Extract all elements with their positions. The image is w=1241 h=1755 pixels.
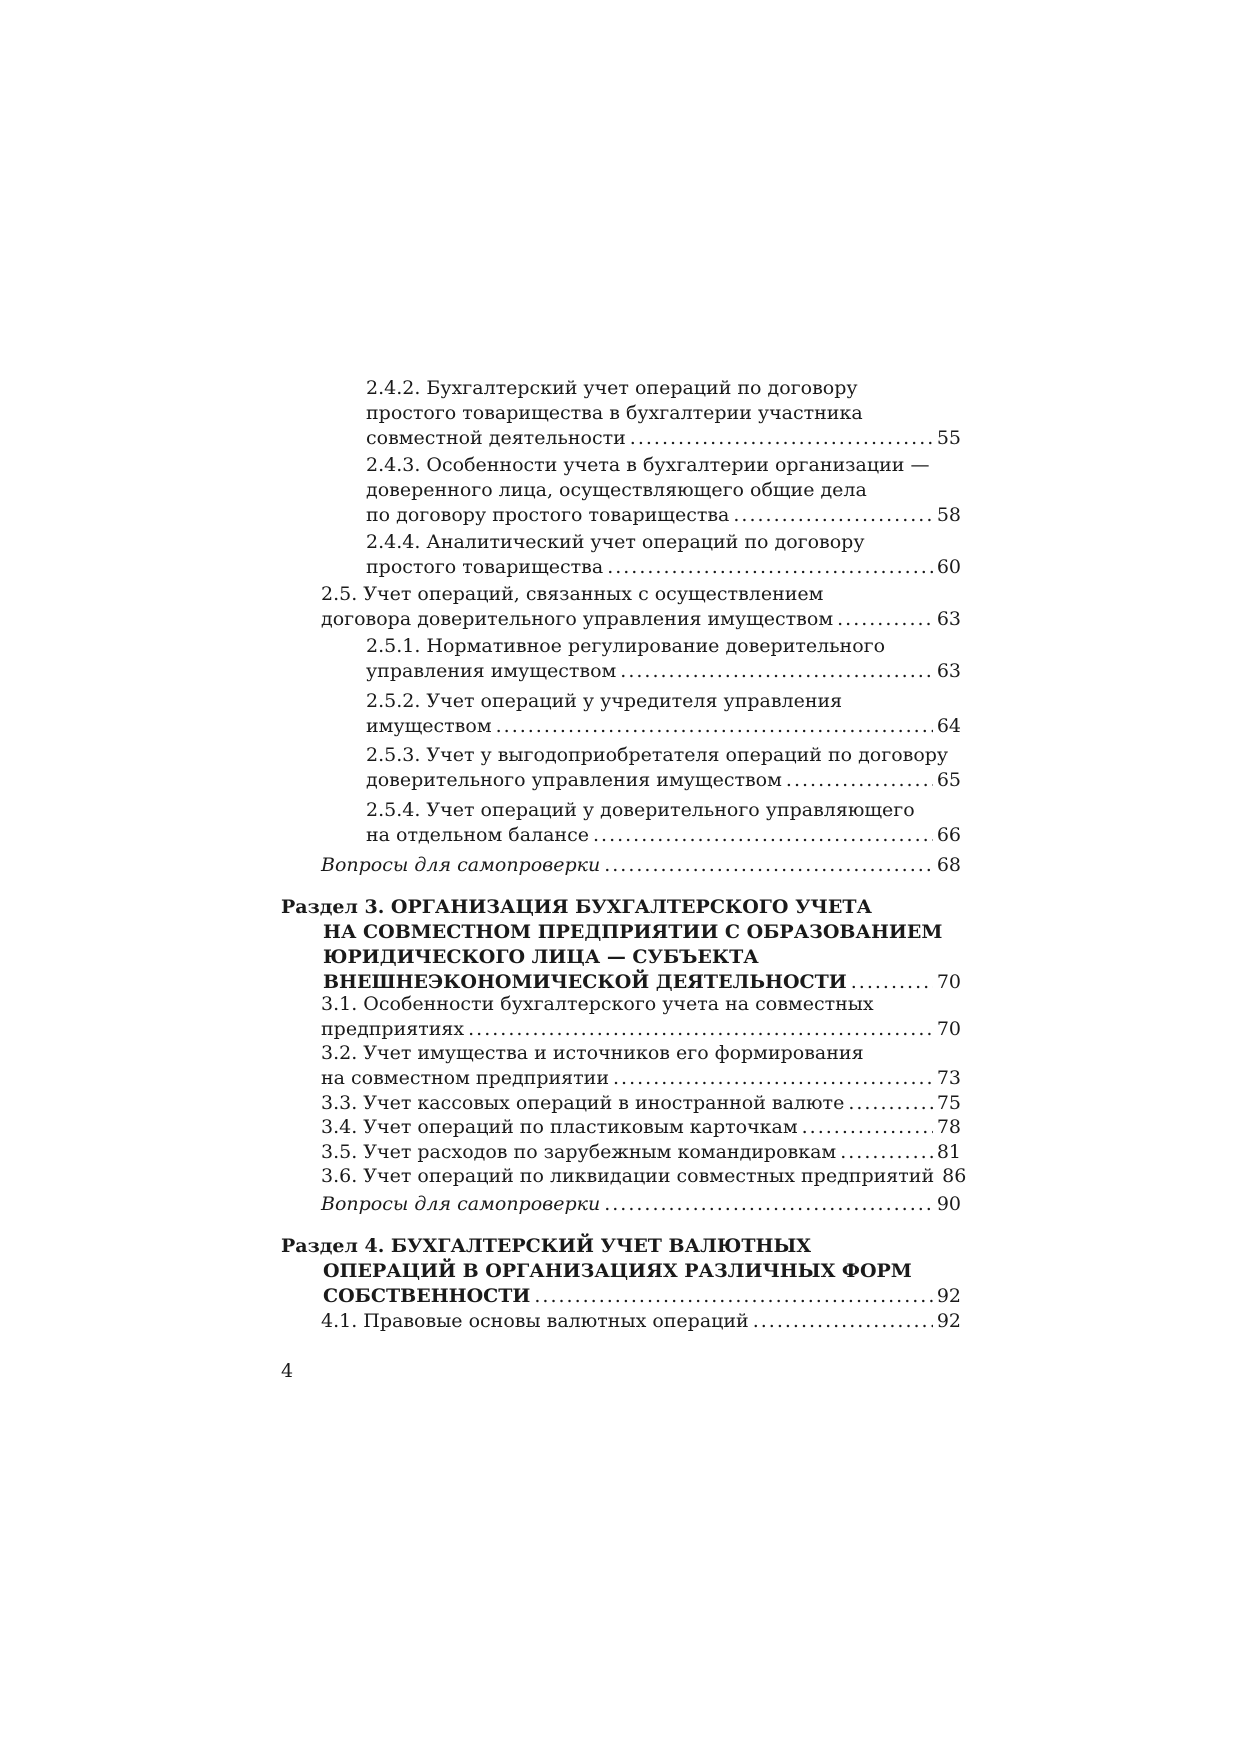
leader-dots: [593, 823, 933, 848]
toc-section-3: Раздел 3. ОРГАНИЗАЦИЯ БУХГАЛТЕРСКОГО УЧЕТА НА СОВМЕСТНОМ ПРЕДПРИЯТИИ С ОБРАЗОВАНИЕМ ЮРИДИЧЕСКОГО ЛИЦА — СУБЪЕКТА ВНЕШНЕЭКОНОМИЧЕСКОЙ ДЕЯТЕЛЬНОСТИ ..... 70: [281, 895, 961, 995]
toc-entry-4-1: 4.1. Правовые основы валютных операций ..... 92: [321, 1309, 961, 1334]
toc-entry-2-5-3: 2.5.3. Учет у выгодоприобретателя операций по договору доверительного управления имуществом ..... 65: [366, 743, 961, 793]
leader-dots: [534, 1284, 932, 1309]
page-ref: 92: [936, 1310, 961, 1332]
leader-dots: [733, 503, 932, 528]
leader-dots: [848, 1091, 933, 1116]
page-ref: 58: [936, 504, 961, 526]
page-ref: 70: [936, 971, 961, 993]
leader-dots: [604, 853, 933, 878]
toc-entry-2-5: 2.5. Учет операций, связанных с осуществлением договора доверительного управления имуществом ..... 63: [321, 582, 961, 632]
page-ref: 90: [936, 1193, 961, 1215]
page-ref: 55: [936, 427, 961, 449]
toc-entry-3-3: 3.3. Учет кассовых операций в иностранной валюте ..... 75: [321, 1091, 961, 1116]
leader-dots: [604, 1192, 933, 1217]
page-ref: 86: [942, 1165, 967, 1187]
toc-entry-2-4-2: 2.4.2. Бухгалтерский учет операций по договору простого товарищества в бухгалтерии участника совместной деятельности ..... 55: [366, 376, 961, 451]
toc-entry-2-5-4: 2.5.4. Учет операций у доверительного управляющего на отдельном балансе ..... 66: [366, 798, 961, 848]
toc-entry-3-2: 3.2. Учет имущества и источников его формирования на совместном предприятии ..... 73: [321, 1041, 961, 1091]
leader-dots: [753, 1309, 933, 1334]
leader-dots: [620, 659, 933, 684]
page-ref: 75: [936, 1092, 961, 1114]
page-number: 4: [281, 1360, 294, 1382]
toc-entry-3-1: 3.1. Особенности бухгалтерского учета на совместных предприятиях ..... 70: [321, 992, 961, 1042]
page-ref: 78: [936, 1116, 961, 1138]
leader-dots: [607, 555, 933, 580]
leader-dots: [786, 768, 933, 793]
page-ref: 70: [936, 1018, 961, 1040]
toc-entry-questions-3: Вопросы для самопроверки ..... 90: [321, 1192, 961, 1217]
leader-dots: [496, 714, 933, 739]
leader-dots: [840, 1140, 933, 1165]
toc-entry-questions-2: Вопросы для самопроверки ..... 68: [321, 853, 961, 878]
page-ref: 73: [936, 1067, 961, 1089]
leader-dots: [837, 607, 933, 632]
page-ref: 68: [936, 854, 961, 876]
leader-dots: [613, 1066, 933, 1091]
toc-section-4: Раздел 4. БУХГАЛТЕРСКИЙ УЧЕТ ВАЛЮТНЫХ ОПЕРАЦИЙ В ОРГАНИЗАЦИЯХ РАЗЛИЧНЫХ ФОРМ СОБСТВЕННОСТИ ..... 92: [281, 1234, 961, 1309]
page-ref: 63: [936, 660, 961, 682]
page-ref: 66: [936, 824, 961, 846]
page-ref: 63: [936, 608, 961, 630]
toc-entry-2-4-3: 2.4.3. Особенности учета в бухгалтерии организации — доверенного лица, осуществляющего общие дела по договору простого товарищества ..... 58: [366, 453, 961, 528]
toc-entry-3-5: 3.5. Учет расходов по зарубежным командировкам ..... 81: [321, 1140, 961, 1165]
leader-dots: [802, 1115, 933, 1140]
toc-entry-2-5-2: 2.5.2. Учет операций у учредителя управления имуществом ..... 64: [366, 689, 961, 739]
leader-dots: [468, 1017, 933, 1042]
toc-entry-2-4-4: 2.4.4. Аналитический учет операций по договору простого товарищества ..... 60: [366, 530, 961, 580]
page-ref: 60: [936, 556, 961, 578]
page-ref: 92: [936, 1285, 961, 1307]
page-ref: 64: [936, 715, 961, 737]
toc-entry-3-4: 3.4. Учет операций по пластиковым карточкам ..... 78: [321, 1115, 961, 1140]
leader-dots: [630, 426, 933, 451]
page-ref: 65: [936, 769, 961, 791]
toc-entry-3-6: 3.6. Учет операций по ликвидации совместных предприятий 86: [321, 1165, 967, 1187]
page-ref: 81: [936, 1141, 961, 1163]
toc-entry-2-5-1: 2.5.1. Нормативное регулирование доверительного управления имуществом ..... 63: [366, 634, 961, 684]
